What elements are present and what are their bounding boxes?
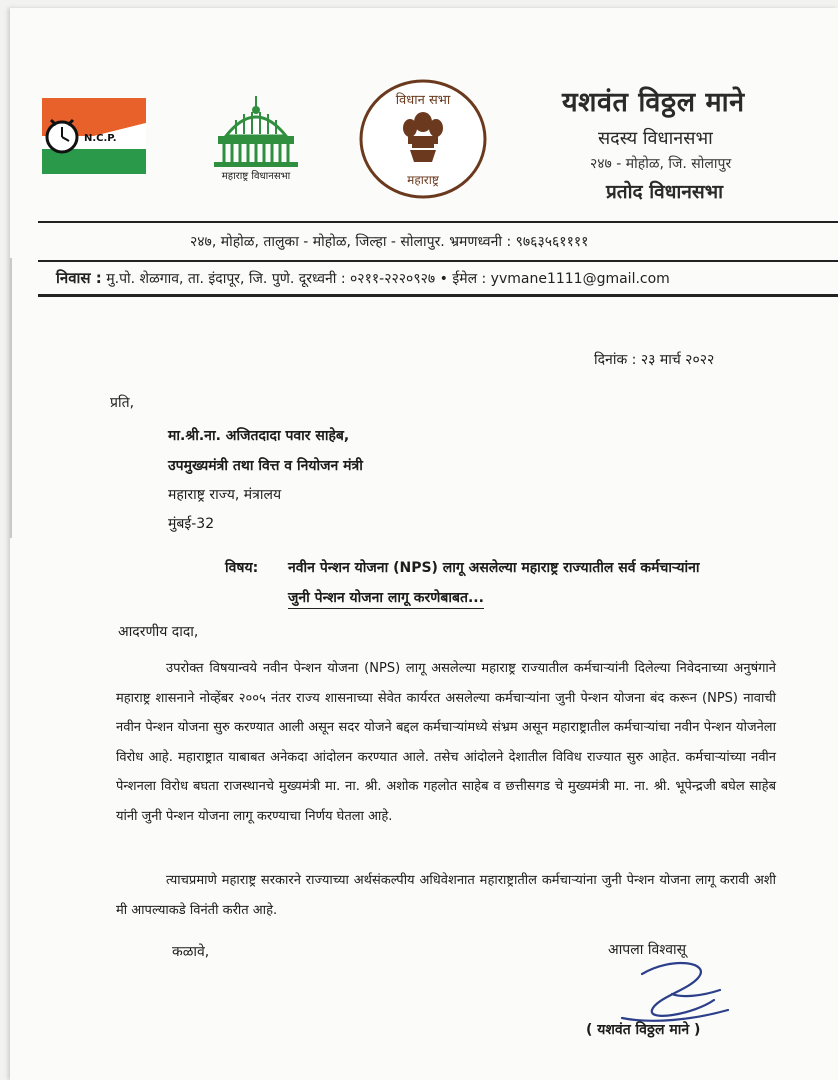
header-rule-top [38,221,838,223]
whip-post: प्रतोद विधानसभा [606,181,724,203]
residence-address: मु.पो. शेळगाव, ता. इंदापूर, जि. पुणे. दूरध्वनी : ०२११-२२२०९२७ • ईमेल : yvmane1111@gmail.com [106,271,670,287]
ncp-logo-text: N.C.P. [84,133,117,144]
kalave: कळावे, [172,944,210,960]
letter-page [10,8,838,1080]
subject-label: विषय: [225,560,259,576]
subject-line: नवीन पेन्शन योजना (NPS) लागू असलेल्या महाराष्ट्र राज्यातील सर्व कर्मचाऱ्यांना [288,560,700,576]
vidhan-sabha-seal [358,78,488,200]
recipient-line: उपमुख्यमंत्री तथा वित्त व नियोजन मंत्री [168,458,363,474]
header-rule-bottom [38,294,838,297]
residence-line [56,268,670,288]
salutation: आदरणीय दादा, [118,624,199,640]
page-edge-mark [10,258,18,538]
paragraph-text: त्याचप्रमाणे महाराष्ट्र सरकारने राज्याच्या अर्थसंकल्पीय अधिवेशनात महाराष्ट्रातील कर्मचाऱ्यांना जुनी पेन्शन योजना लागू करावी अशी मी आपल्याकडे विनंती करीत आहे. [116,873,776,918]
body-paragraph [116,654,776,831]
closing: आपला विश्वासू [608,942,687,958]
paragraph-text: उपरोक्त विषयान्वये नवीन पेन्शन योजना (NPS) लागू असलेल्या महाराष्ट्र राज्यातील कर्मचाऱ्यांनी दिलेल्या निवेदनाच्या अनुषंगाने महाराष्ट्र शासनाने नोव्हेंबर २००५ नंतर राज्य शासनाच्या सेवेत कार्यरत असलेल्या कर्मचाऱ्यांना जुनी पेन्शन योजना बंद करून (NPS) नावाची नवीन पेन्शन योजना सुरु करण्यात आली असून सदर योजने बद्दल कर्मचाऱ्यांमध्ये संभ्रम असून महाराष्ट्रातील कर्मचाऱ्यांचा नवीन पेन्शन योजनेला विरोध आहे. महाराष्ट्रात याबाबत अनेकदा आंदोलन करण्यात आले. तसेच आंदोलने देशातील विविध राज्यात सुरु आहेत. कर्मचाऱ्यांच्या नवीन पेन्शनला विरोध बघता राजस्थानचे मुख्यमंत्री मा. ना. श्री. अशोक गहलोत साहेब व छत्तीसगड चे मुख्यमंत्री मा. ना. श्री. भूपेन्द्रजी बघेल साहेब यांनी जुनी पेन्शन योजना लागू करण्याचा निर्णय घेतला आहे. [116,661,776,824]
constituency: २४७ - मोहोळ, जि. सोलापुर [590,156,732,172]
residence-label: निवास : [56,269,102,287]
subject-line: जुनी पेन्शन योजना लागू करणेबाबत... [288,588,484,609]
letter-date: दिनांक : २३ मार्च २०२२ [594,352,715,368]
seal-top-text: विधान सभा [395,93,451,108]
signer-name: ( यशवंत विठ्ठल माने ) [586,1022,701,1038]
recipient-line: महाराष्ट्र राज्य, मंत्रालय [168,487,282,503]
recipient-line: मा.श्री.ना. अजितदादा पवार साहेब, [168,428,350,444]
header-rule-middle [38,260,838,262]
member-name: यशवंत विठ्ठल माने [562,87,745,118]
assembly-caption: महाराष्ट्र विधानसभा [221,171,291,182]
member-post: सदस्य विधानसभा [598,128,713,149]
recipient-line: मुंबई-32 [168,516,215,532]
seal-bottom-text: महाराष्ट्र [407,173,439,187]
body-paragraph [116,866,776,925]
to-label: प्रति, [110,395,135,411]
office-address: २४७, मोहोळ, तालुका - मोहोळ, जिल्हा - सोलापुर. भ्रमणध्वनी : ९७६३५६११११ [190,234,589,250]
ncp-party-logo [42,98,146,174]
